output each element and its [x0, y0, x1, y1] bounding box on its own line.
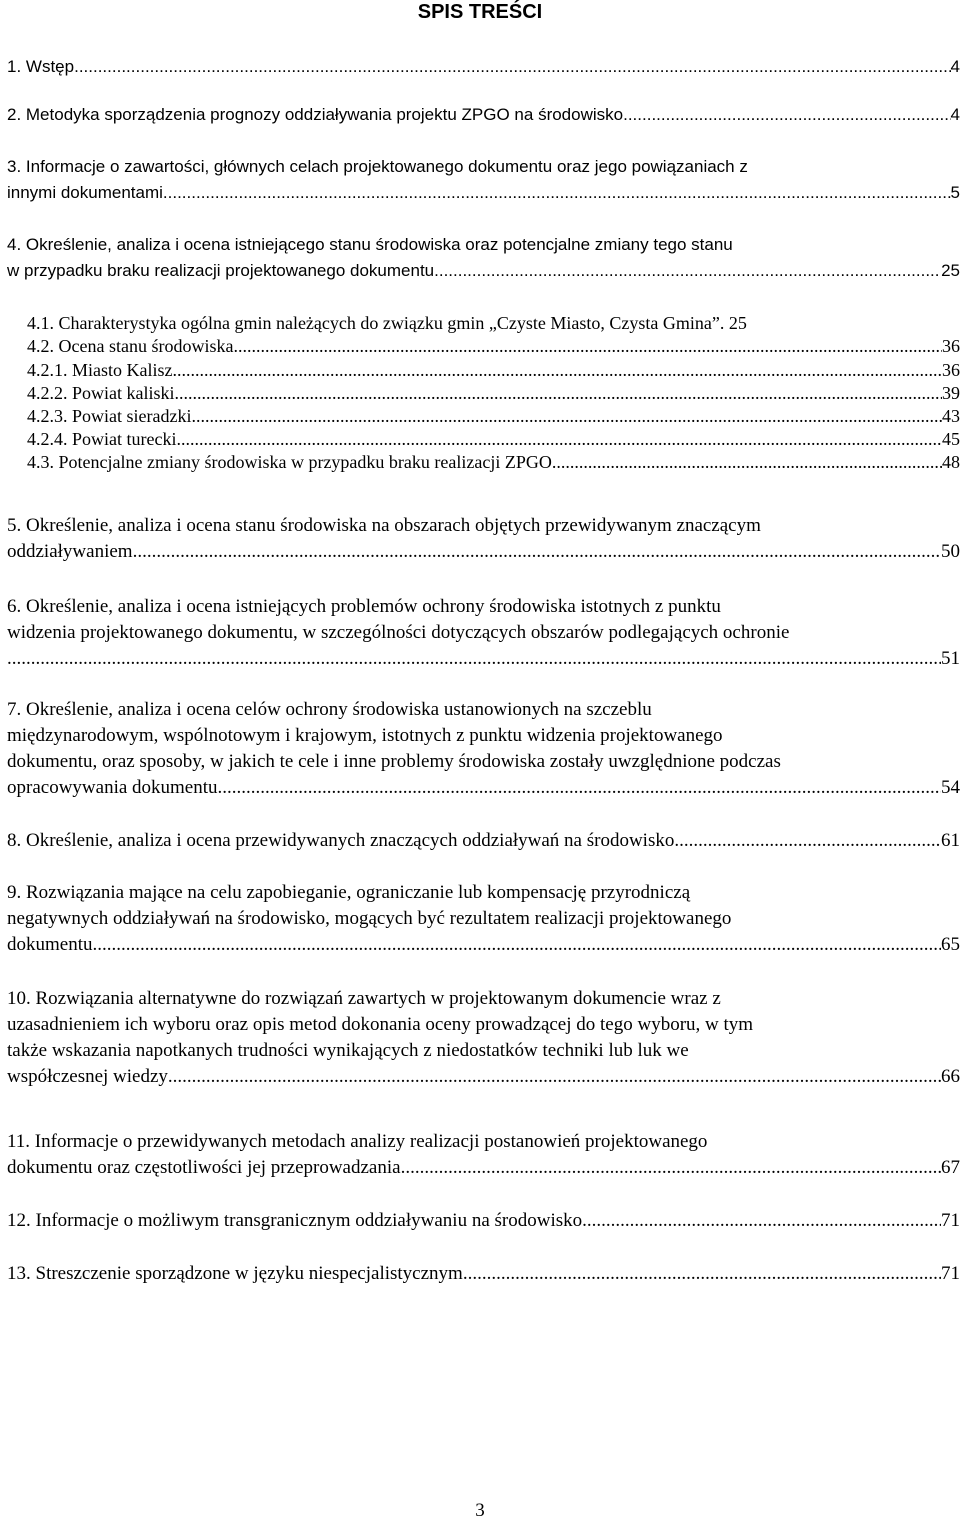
toc-entry-2[interactable]: [7, 102, 960, 128]
dot-leader: [552, 452, 942, 472]
dot-leader: [218, 775, 941, 801]
toc-page-number: 54: [941, 777, 960, 798]
toc-entry-4[interactable]: [7, 232, 960, 284]
toc-page-number: 43: [942, 406, 960, 426]
toc-entry-text: 7. Określenie, analiza i ocena celów ochrony środowiska ustanowionych na szczeblu: [7, 699, 652, 720]
toc-page-number: 65: [941, 934, 960, 955]
toc-entry-text: 3. Informacje o zawartości, głównych celach projektowanego dokumentu oraz jego powiązaniach z: [7, 157, 748, 176]
toc-entry-4-2-4[interactable]: [7, 429, 960, 449]
dot-leader: [74, 54, 950, 80]
toc-entry-text-cont: uzasadnieniem ich wyboru oraz opis metod dokonania oceny prowadzącej do tego wyboru, w tym: [7, 1014, 754, 1035]
dot-leader: [176, 429, 942, 449]
toc-entry-text: 12. Informacje o możliwym transgranicznym oddziaływaniu na środowisko: [7, 1210, 583, 1231]
toc-entry-4-2[interactable]: [7, 336, 960, 356]
toc-entry-text-cont: widzenia projektowanego dokumentu, w szczególności dotyczących obszarów podlegających ochronie: [7, 622, 790, 643]
dot-leader: [233, 336, 942, 356]
toc-entry-11[interactable]: [7, 1129, 960, 1181]
toc-entry-text-cont: dokumentu, oraz sposoby, w jakich te cele i inne problemy środowiska zostały uwzględnione podczas: [7, 751, 781, 772]
toc-entry-text: 10. Rozwiązania alternatywne do rozwiązań zawartych w projektowanym dokumencie wraz z: [7, 988, 721, 1009]
toc-page-number: 25: [941, 261, 960, 280]
toc-entry-6[interactable]: [7, 594, 960, 672]
toc-page-number: 66: [941, 1066, 960, 1087]
dot-leader: [582, 1208, 941, 1234]
toc-entry-text-cont: dokumentu: [7, 934, 93, 955]
toc-entry-3[interactable]: [7, 154, 960, 206]
table-of-contents: [7, 0, 960, 1400]
toc-entry-text: 4.2. Ocena stanu środowiska: [27, 336, 234, 356]
toc-entry-text-cont: innymi dokumentami: [7, 183, 163, 202]
toc-entry-text-cont: oddziaływaniem: [7, 541, 133, 562]
toc-entry-7[interactable]: [7, 697, 960, 801]
toc-entry-text: 5. Określenie, analiza i ocena stanu środowiska na obszarach objętych przewidywanym znaczącym: [7, 515, 761, 536]
toc-page-number: 39: [942, 383, 960, 403]
dot-leader: [133, 539, 941, 565]
toc-entry-8[interactable]: [7, 828, 960, 854]
toc-entry-4-2-3[interactable]: [7, 406, 960, 426]
toc-page-number: 45: [942, 429, 960, 449]
dot-leader: [168, 1064, 941, 1090]
toc-entry-text-cont: w przypadku braku realizacji projektowanego dokumentu: [7, 261, 435, 280]
toc-page-number: 61: [941, 830, 960, 851]
toc-entry-4-3[interactable]: [7, 452, 960, 472]
dot-leader: [463, 1261, 941, 1287]
toc-entry-text-cont: współczesnej wiedzy: [7, 1066, 168, 1087]
dot-leader: [434, 258, 941, 284]
dot-leader: [623, 102, 950, 128]
toc-page-number: 67: [941, 1157, 960, 1178]
toc-entry-text: 4.1. Charakterystyka ogólna gmin należących do związku gmin „Czyste Miasto, Czysta Gmina”: [27, 313, 720, 333]
toc-entry-5[interactable]: [7, 513, 960, 565]
toc-entry-text: 9. Rozwiązania mające na celu zapobieganie, ograniczanie lub kompensację przyrodniczą: [7, 882, 691, 903]
toc-entry-text: 13. Streszczenie sporządzone w języku niespecjalistycznym: [7, 1263, 463, 1284]
dot-leader: [173, 360, 943, 380]
toc-page-number: 4: [950, 57, 960, 76]
toc-entry-text: 4.2.1. Miasto Kalisz: [27, 360, 173, 380]
page-title: SPIS TREŚCI: [417, 1, 543, 23]
toc-entry-text: 1. Wstęp: [7, 57, 75, 76]
toc-page-number: 50: [941, 541, 960, 562]
toc-entry-text: 4.2.2. Powiat kaliski: [27, 383, 175, 403]
toc-entry-text: 2. Metodyka sporządzenia prognozy oddziaływania projektu ZPGO na środowisko: [7, 105, 624, 124]
toc-entry-text: 11. Informacje o przewidywanych metodach analizy realizacji postanowień projektowanego: [7, 1131, 708, 1152]
toc-page-number: 5: [950, 183, 960, 202]
toc-entry-4-1[interactable]: [7, 313, 960, 333]
toc-entry-text-cont: także wskazania napotkanych trudności wynikających z niedostatków techniki lub luk we: [7, 1040, 689, 1061]
dot-leader: [175, 383, 943, 403]
toc-page-number: 51: [941, 648, 960, 669]
toc-page-number: 48: [942, 452, 960, 472]
dot-leader: [7, 646, 941, 672]
dot-leader: [191, 406, 942, 426]
toc-page-number: 71: [941, 1263, 960, 1284]
toc-entry-12[interactable]: [7, 1208, 960, 1234]
toc-entry-text-cont: międzynarodowym, wspólnotowym i krajowym, istotnych z punktu widzenia projektowanego: [7, 725, 723, 746]
dot-leader: [163, 180, 951, 206]
toc-page-number: 36: [942, 336, 960, 356]
toc-page-number: . 25: [719, 313, 747, 333]
page-number: 3: [475, 1500, 485, 1521]
toc-entry-13[interactable]: [7, 1261, 960, 1287]
toc-entry-4-2-1[interactable]: [7, 360, 960, 380]
toc-entry-9[interactable]: [7, 880, 960, 958]
toc-entry-text: 6. Określenie, analiza i ocena istniejących problemów ochrony środowiska istotnych z punktu: [7, 596, 721, 617]
dot-leader: [674, 828, 941, 854]
toc-entry-4-2-2[interactable]: [7, 383, 960, 403]
toc-entry-1[interactable]: [7, 54, 960, 80]
toc-entry-text-cont: negatywnych oddziaływań na środowisko, mogących być rezultatem realizacji projektowanego: [7, 908, 732, 929]
toc-entry-text-cont: dokumentu oraz częstotliwości jej przeprowadzania: [7, 1157, 401, 1178]
toc-entry-text: 4.2.4. Powiat turecki: [27, 429, 177, 449]
dot-leader: [401, 1155, 941, 1181]
toc-page-number: 71: [941, 1210, 960, 1231]
toc-entry-text: 4. Określenie, analiza i ocena istniejącego stanu środowiska oraz potencjalne zmiany tego stanu: [7, 235, 733, 254]
dot-leader: [93, 932, 942, 958]
toc-entry-text: 8. Określenie, analiza i ocena przewidywanych znaczących oddziaływań na środowisko: [7, 830, 675, 851]
toc-page-number: 36: [942, 360, 960, 380]
toc-entry-10[interactable]: [7, 986, 960, 1090]
toc-entry-text: 4.2.3. Powiat sieradzki: [27, 406, 192, 426]
toc-page-number: 4: [950, 105, 960, 124]
toc-entry-text: 4.3. Potencjalne zmiany środowiska w przypadku braku realizacji ZPGO: [27, 452, 552, 472]
toc-entry-text-cont: opracowywania dokumentu: [7, 777, 218, 798]
